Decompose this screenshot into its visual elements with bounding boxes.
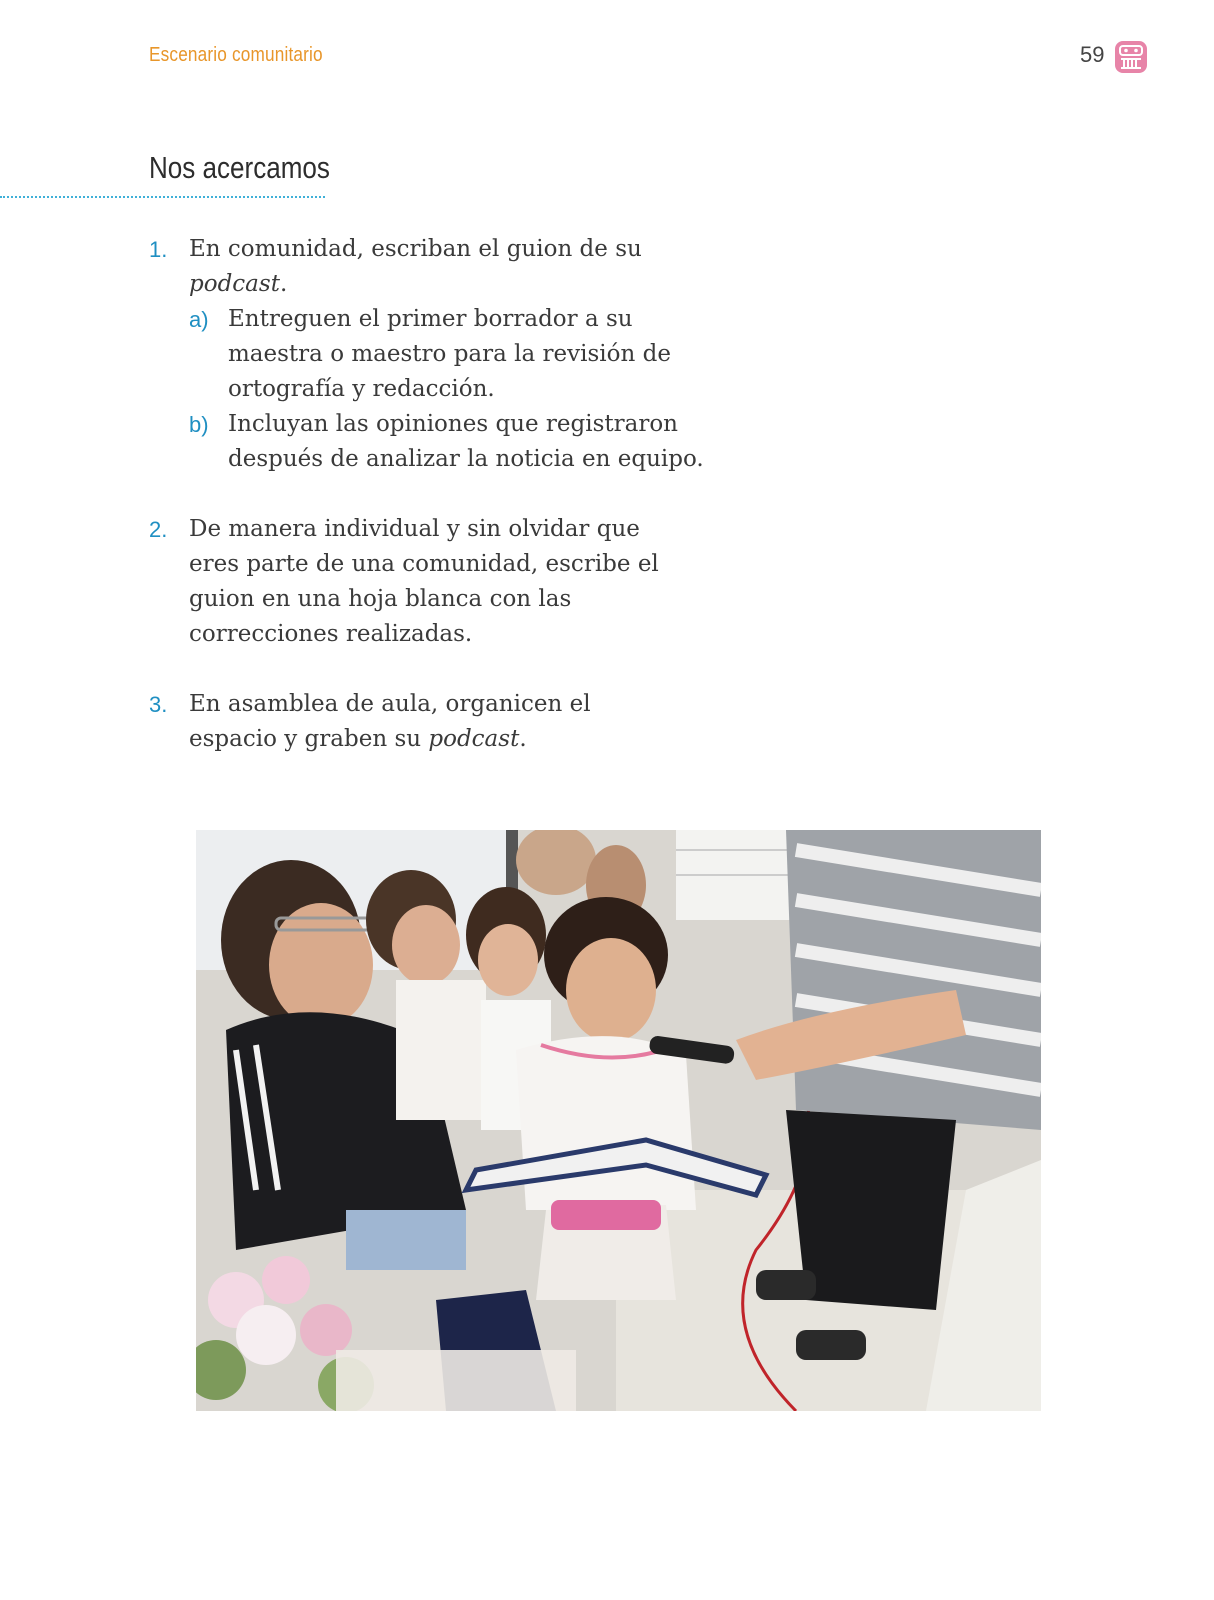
section-title: Nos acercamos — [149, 150, 330, 185]
sub-item-a — [189, 302, 709, 407]
pink-glyph-icon — [1114, 40, 1148, 74]
item-number: 1. — [149, 237, 168, 262]
item-text: En asamblea de aula, organicen el espacio y graben su podcast. — [189, 691, 591, 752]
page-number: 59 — [1080, 42, 1105, 67]
classroom-photo — [196, 830, 1041, 1411]
activity-list — [149, 232, 709, 792]
sub-item-label: a) — [189, 307, 209, 332]
sub-item-text: Incluyan las opiniones que registraron después de analizar la noticia en equipo. — [228, 411, 704, 472]
list-item-1 — [149, 232, 709, 477]
sub-item-b — [189, 407, 709, 477]
item-text: En comunidad, escriban el guion de su podcast. — [189, 236, 642, 297]
sub-item-label: b) — [189, 412, 209, 437]
title-dotted-rule — [0, 196, 325, 198]
photo-illustration — [196, 830, 1041, 1411]
section-header: Escenario comunitario — [149, 44, 323, 66]
list-item-2 — [149, 512, 709, 652]
list-item-3 — [149, 687, 709, 757]
item-number: 3. — [149, 692, 168, 717]
sub-item-text: Entreguen el primer borrador a su maestra o maestro para la revisión de ortografía y redacción. — [228, 306, 671, 402]
item-number: 2. — [149, 517, 168, 542]
item-text: De manera individual y sin olvidar que eres parte de una comunidad, escribe el guion en una hoja blanca con las correcciones realizadas. — [189, 516, 659, 647]
